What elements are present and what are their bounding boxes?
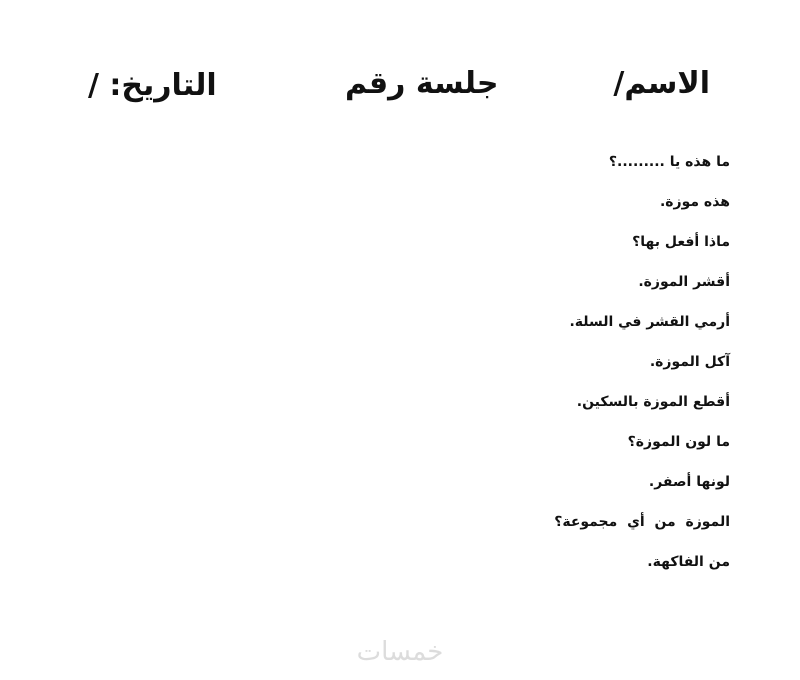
dialogue-line-this-is-banana: هذه موزة. — [659, 194, 730, 210]
session-number-label: جلسة رقم — [345, 66, 499, 101]
dialogue-line-question-do: ماذا أفعل بها؟ — [632, 234, 730, 250]
dialogue-line-question-color: ما لون الموزة؟ — [627, 434, 730, 450]
dialogue-list — [554, 150, 730, 590]
dialogue-line-peel: أقشر الموزة. — [638, 274, 730, 290]
dialogue-line-eat: آكل الموزة. — [649, 354, 730, 370]
dialogue-line-yellow: لونها أصفر. — [648, 474, 730, 490]
dialogue-line-fruit: من الفاكهة. — [647, 554, 730, 570]
dialogue-line-question-what: ما هذه يا .........؟ — [608, 154, 730, 170]
date-field-label: التاريخ: / — [88, 68, 217, 103]
dialogue-line-throw-peel: أرمي القشر في السلة. — [569, 314, 730, 330]
dialogue-line-question-group: الموزة من أي مجموعة؟ — [554, 514, 730, 530]
dialogue-line-cut: أقطع الموزة بالسكين. — [576, 394, 730, 410]
name-field-label: الاسم/ — [613, 66, 710, 101]
watermark-logo: خمسات — [356, 637, 444, 667]
